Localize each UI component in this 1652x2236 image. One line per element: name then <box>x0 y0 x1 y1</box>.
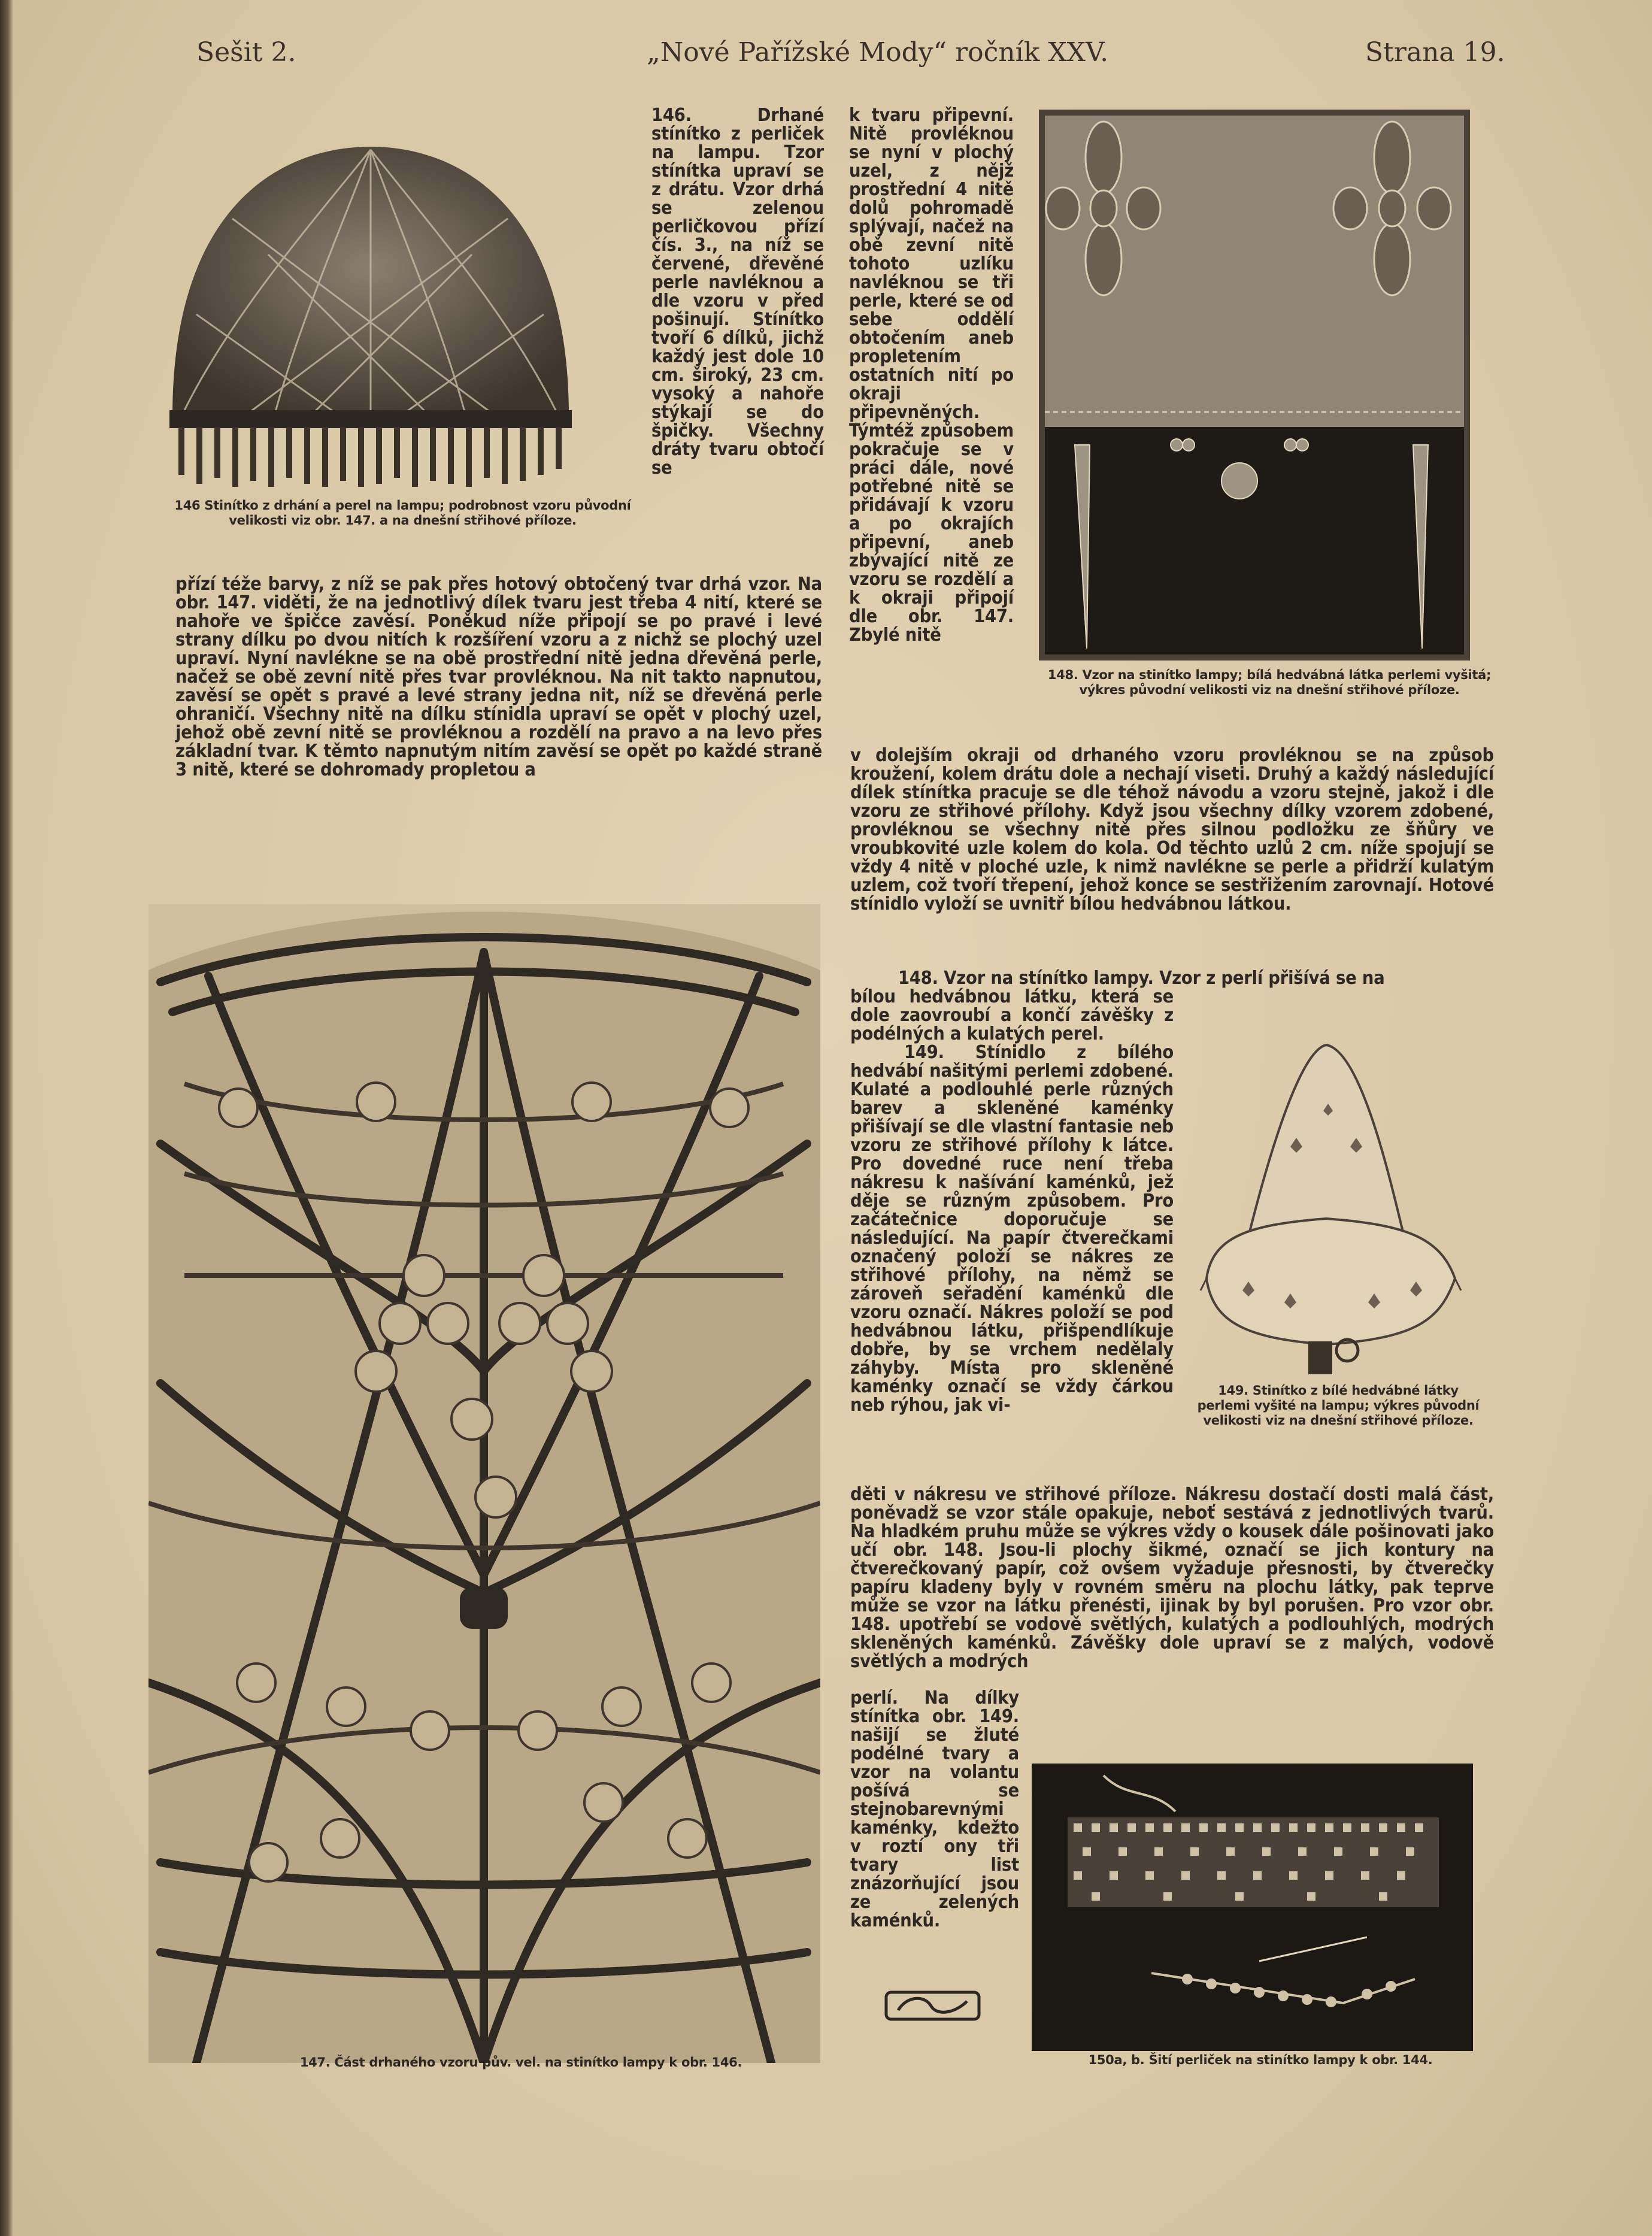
figure-146-caption: 146 Stinítko z drhání a perel na lampu; podrobnost vzoru původní velikosti viz obr. 147. a na dnešní střihové příloze. <box>174 498 631 528</box>
text-146-column-b: k tvaru připevní. Nitě provléknou se nyní v plochý uzel, z nějž prostřední 4 nitě dolů pohromadě splývají, načež na obě zevní nitě tohoto uzlíku navléknou se tři perle, které se od sebe oddělí obtočením aneb propletením ostatních nití po okraji připevněných. Týmtéž způsobem pokračuje se v práci dále, nové potřebné nitě se přidávají k vzoru a po okrajích připevní, aneb zbývající nitě ze vzoru se rozdělí a k okraji připojí dle obr. 147. Zbylé nitě <box>849 105 1014 646</box>
figure-149-silk-shade-image <box>1189 1039 1473 1377</box>
journal-title: „Nové Pařížské Mody“ ročník XXV. <box>647 37 1109 68</box>
page-number: Strana 19. <box>1365 37 1505 68</box>
figure-148-caption: 148. Vzor na stinítko lampy; bílá hedvábná látka perlemi vyšitá; výkres původní velikosti viz na dnešní střihové příloze. <box>1047 668 1492 697</box>
figure-146-lampshade-image <box>160 135 581 497</box>
ornament-icon <box>883 1989 982 2022</box>
figure-148-pattern-image <box>1039 110 1470 661</box>
text-149-end: perlí. Na dílky stínítka obr. 149. našijí se žluté podélné tvary a vzor na volantu pošívá se stejnobarevnými kaménky, kdežto v roztí ony tři tvary list znázorňující jsou ze zelených kaménků. <box>850 1687 1019 1931</box>
text-146-continued: přízí téže barvy, z níž se pak přes hotový obtočený tvar drhá vzor. Na obr. 147. viděti, že na jednotlivý dílek tvaru jest třeba 4 nití, které se nahoře ve špičce zavěsí. Poněkud níže připojí se po pravé i levé strany dílku po dvou nitích k rozšíření vzoru a z nichž se plochý uzel upraví. Nyní navlékne se na obě prostřední nitě jedna dřevěná perle, načež se obě zevní nitě přes tvar provléknou. Na nit takto napnutou, zavěsí se opět s pravé a levé strany jedna nit, níž se dřevěná perle ohraničí. Všechny nitě na dílku stínidla upraví se opět v plochý uzel, jehož obě zevní nitě se provléknou a rozdělí na pravo a na levo přes základní tvar. K těmto napnutým nitím zavěsí se opět po každé straně 3 nitě, které se dohromady propletou a <box>175 574 822 780</box>
text-146-end: v dolejším okraji od drhaného vzoru provléknou se na způsob kroužení, kolem drátu dole a nechají viseti. Druhý a každý následující dílek stínítka pracuje se dle téhož návodu a vzoru stejně, jakož i dle vzoru ze střihové přílohy. Když jsou všechny dílky vzorem zdobené, provléknou se všechny nitě přes silnou podložku ze šňůry ve vroubkovité uzle kolem do kola. Od těchto uzlů 2 cm. níže spojují se vždy 4 nitě v ploché uzle, k nimž navlékne se perle a přidrží kulatým uzlem, což tvoří třepení, jehož konce se sestřižením zarovnají. Hotové stínidlo vyloží se uvnitř bílou hedvábnou látkou. <box>850 745 1494 914</box>
figure-150-caption: 150a, b. Šití perliček na stinítko lampy k obr. 144. <box>1088 2053 1433 2067</box>
text-148-heading: 148. Vzor na stínítko lampy. Vzor z perlí přišívá se na <box>898 968 1385 989</box>
text-149-column: 149. Stínidlo z bílého hedvábí našitými perlemi zdobené. Kulaté a podlouhlé perle různých barev a skleněné kaménky přišívají se dle vlastní fantasie neb vzoru ze střihové přílohy k látce. Pro dovedné ruce není třeba nákresu k našívání kaménků, jež děje se různým způsobem. Pro začátečnice doporučuje se následující. Na papír čtverečkami označený položí se nákres ze střihové přílohy, na němž se zároveň seřadění kaménků dle vzoru označí. Nákres položí se pod hedvábnou látku, přišpendlíkuje dobře, by se vrchem nedělaly záhyby. Místa pro skleněné kaménky označí se vždy čárkou neb rýhou, jak vi- <box>850 1042 1174 1416</box>
text-148-body: bílou hedvábnou látku, která se dole zaovroubí a končí závěšky z podélných a kulatých perel. <box>850 986 1174 1044</box>
text-149-continued: děti v nákresu ve střihové příloze. Nákresu dostačí dosti malá část, poněvadž se vzor stále opakuje, neboť sestává z jednotlivých tvarů. Na hladkém pruhu může se výkres vždy o kousek dále pošinovati jako učí obr. 148. Jsou-li plochy šikmé, označí se jich kontury na čtverečkovaný papír, což ovšem vyžaduje přesnosti, by čtverečky papíru kladeny byly v rovném směru na plochu látky, pak teprve může se vzor na látku přenésti, ijinak by byl porušen. Pro vzor obr. 148. upotřebí se vodově světlých, kulatých a podlouhlých, modrých skleněných kaménků. Závěšky dole upraví se z malých, vodově světlých a modrých <box>850 1484 1494 1672</box>
figure-147-macrame-image <box>148 904 820 2063</box>
book-spine <box>0 0 13 2236</box>
figure-150-beading-image <box>1032 1764 1473 2051</box>
issue-label: Sešit 2. <box>196 37 296 68</box>
text-146-column: 146. Drhané stínítko z perliček na lampu. Tzor stínítka upraví se z drátu. Vzor drhá se zelenou perličkovou přízí čís. 3., na níž se červené, dřevěné perle navléknou a dle vzoru v před pošinují. Stínítko tvoří 6 dílků, jichž každý jest dole 10 cm. široký, 23 cm. vysoký a nahoře stýkají se do špičky. Všechny dráty tvaru obtočí se <box>651 105 824 478</box>
figure-149-caption: 149. Stinítko z bílé hedvábné látky perlemi vyšité na lampu; výkres původní velikosti viz na dnešní střihové příloze. <box>1197 1383 1480 1428</box>
figure-147-caption: 147. Část drhaného vzoru pův. vel. na stinítko lampy k obr. 146. <box>299 2055 742 2070</box>
